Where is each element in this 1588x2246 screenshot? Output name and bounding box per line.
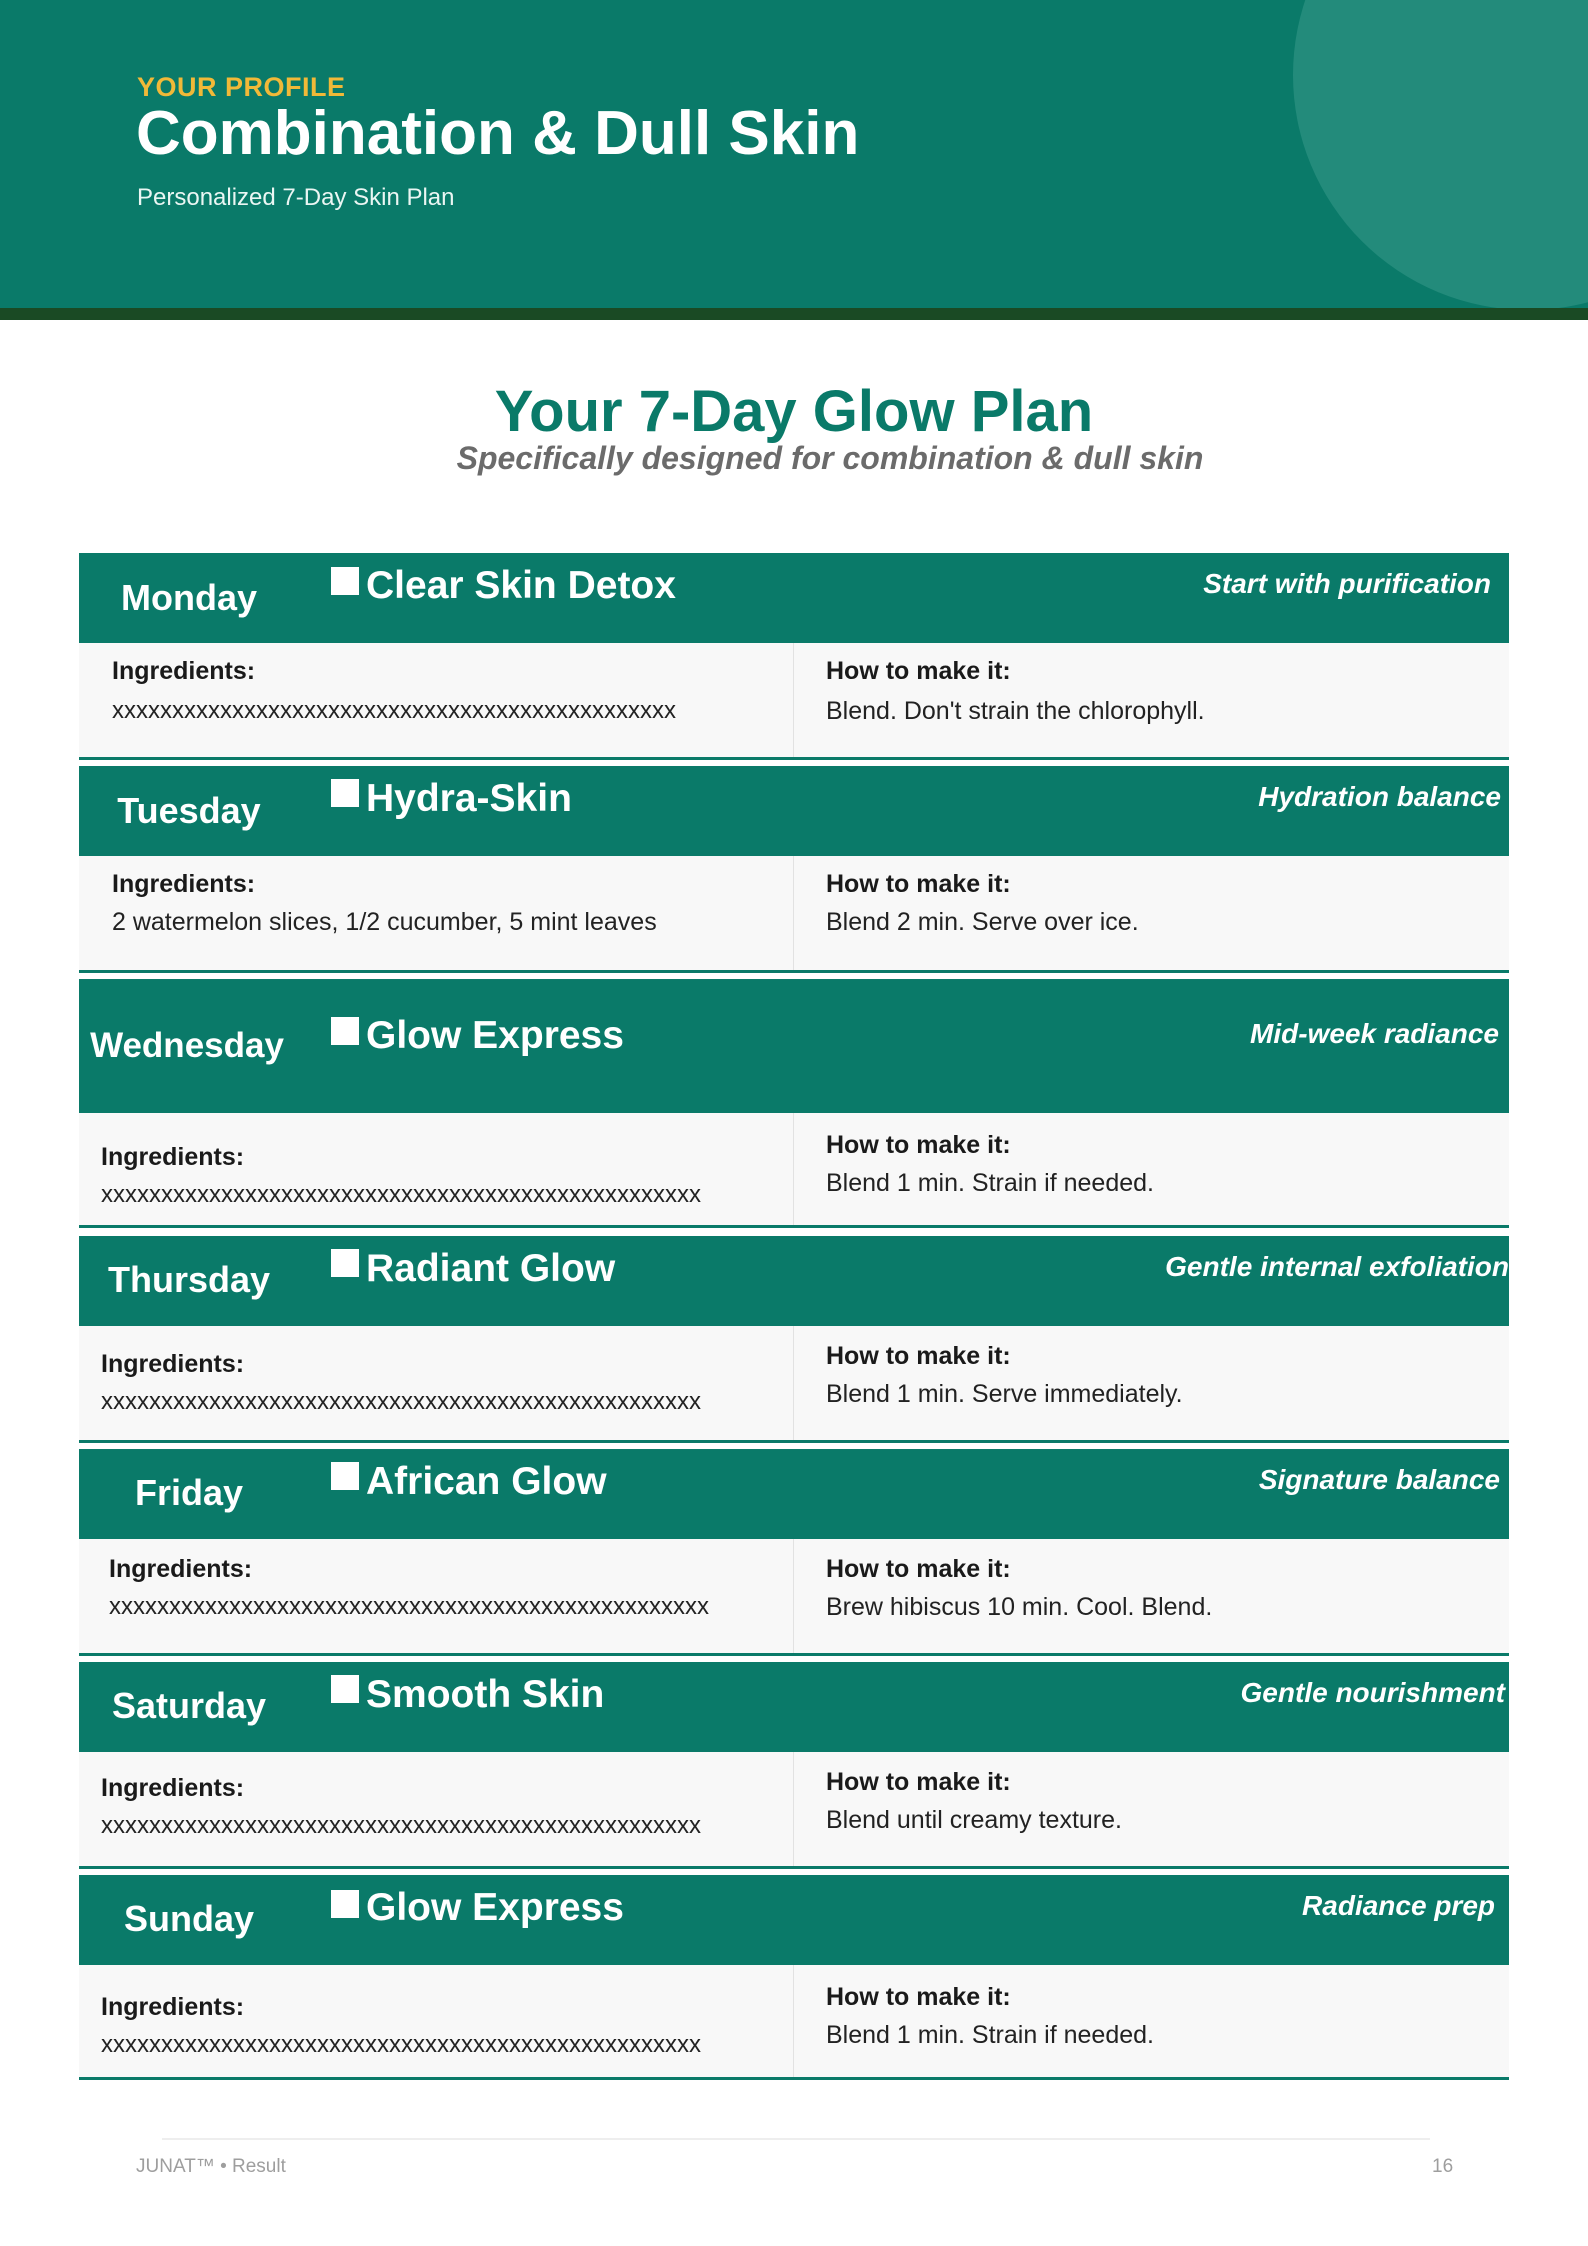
how-text: Brew hibiscus 10 min. Cool. Blend. [826,1593,1213,1621]
day-name: Saturday [111,1685,267,1726]
ingredients-text: xxxxxxxxxxxxxxxxxxxxxxxxxxxxxxxxxxxxxxxxxxxxxxxxxx [101,1181,701,1208]
page-number: 16 [1432,2156,1454,2177]
column-divider [793,643,794,757]
day-checkbox[interactable] [331,779,359,807]
day-header [79,1875,1509,1965]
column-divider [793,1113,794,1225]
day-name: Thursday [107,1259,271,1300]
day-details [79,1752,1509,1869]
column-divider [793,1326,794,1440]
day-name: Wednesday [90,1026,284,1065]
profile-subtitle: Personalized 7-Day Skin Plan [137,184,455,211]
recipe-name: Glow Express [366,1014,624,1057]
day-name: Friday [134,1472,244,1513]
recipe-tagline: Signature balance [1258,1464,1500,1495]
recipe-tagline: Hydration balance [1258,781,1501,812]
column-divider [793,1965,794,2077]
ingredients-text: xxxxxxxxxxxxxxxxxxxxxxxxxxxxxxxxxxxxxxxxxxxxxxxxxx [101,1812,701,1839]
day-details [79,643,1509,760]
ingredients-label: Ingredients: [109,1555,253,1583]
day-name: Tuesday [117,790,261,831]
recipe-tagline: Gentle internal exfoliation [1165,1251,1509,1282]
how-text: Blend until creamy texture. [826,1806,1122,1834]
recipe-name: Glow Express [366,1886,624,1929]
how-label: How to make it: [826,1983,1011,2011]
recipe-tagline: Radiance prep [1302,1890,1495,1921]
column-divider [793,856,794,970]
day-checkbox[interactable] [331,1462,359,1490]
decorative-circle [1293,0,1588,308]
plan-title: Your 7-Day Glow Plan [494,379,1094,444]
plan-subtitle: Specifically designed for combination & dull skin [456,440,1204,476]
footer-brand: JUNAT™ • Result [136,2156,286,2177]
how-text: Blend 1 min. Strain if needed. [826,2021,1154,2049]
day-name: Monday [120,577,257,618]
day-details [79,856,1509,973]
day-header [79,1236,1509,1326]
how-text: Blend. Don't strain the chlorophyll. [826,697,1205,725]
how-label: How to make it: [826,1768,1011,1796]
recipe-name: Hydra-Skin [366,777,572,820]
recipe-tagline: Start with purification [1203,568,1491,599]
day-header [79,979,1509,1113]
day-checkbox[interactable] [331,1675,359,1703]
how-label: How to make it: [826,1131,1011,1159]
ingredients-label: Ingredients: [112,657,256,685]
how-text: Blend 1 min. Strain if needed. [826,1169,1154,1197]
ingredients-label: Ingredients: [101,1774,245,1802]
how-label: How to make it: [826,870,1011,898]
ingredients-label: Ingredients: [112,870,256,898]
day-checkbox[interactable] [331,567,359,595]
ingredients-label: Ingredients: [101,1143,245,1171]
recipe-tagline: Gentle nourishment [1240,1677,1505,1708]
ingredients-text: xxxxxxxxxxxxxxxxxxxxxxxxxxxxxxxxxxxxxxxxxxxxxxxxxx [101,1388,701,1415]
day-details [79,1539,1509,1656]
recipe-name: Radiant Glow [366,1247,616,1290]
day-header [79,766,1509,856]
ingredients-text: xxxxxxxxxxxxxxxxxxxxxxxxxxxxxxxxxxxxxxxxxxxxxxx [112,697,676,724]
recipe-name: African Glow [366,1460,607,1503]
day-checkbox[interactable] [331,1017,359,1045]
column-divider [793,1752,794,1866]
how-label: How to make it: [826,657,1011,685]
recipe-tagline: Mid-week radiance [1250,1018,1499,1049]
day-header [79,1449,1509,1539]
ingredients-label: Ingredients: [101,1993,245,2021]
column-divider [793,1539,794,1653]
day-header [79,553,1509,643]
recipe-name: Clear Skin Detox [366,564,676,607]
ingredients-text: xxxxxxxxxxxxxxxxxxxxxxxxxxxxxxxxxxxxxxxxxxxxxxxxxx [109,1593,709,1620]
ingredients-text: xxxxxxxxxxxxxxxxxxxxxxxxxxxxxxxxxxxxxxxxxxxxxxxxxx [101,2031,701,2058]
recipe-name: Smooth Skin [366,1673,605,1716]
day-header [79,1662,1509,1752]
how-label: How to make it: [826,1342,1011,1370]
day-details [79,1326,1509,1443]
day-checkbox[interactable] [331,1890,359,1918]
how-label: How to make it: [826,1555,1011,1583]
day-details [79,1113,1509,1228]
how-text: Blend 1 min. Serve immediately. [826,1380,1183,1408]
profile-kicker: YOUR PROFILE [137,72,346,102]
header-banner [0,0,1588,308]
footer-divider [162,2138,1430,2140]
header-stripe [0,308,1588,320]
how-text: Blend 2 min. Serve over ice. [826,908,1139,936]
ingredients-text: 2 watermelon slices, 1/2 cucumber, 5 mint leaves [112,908,657,936]
profile-title: Combination & Dull Skin [136,99,860,168]
day-checkbox[interactable] [331,1249,359,1277]
day-details [79,1965,1509,2080]
ingredients-label: Ingredients: [101,1350,245,1378]
day-name: Sunday [123,1898,255,1939]
